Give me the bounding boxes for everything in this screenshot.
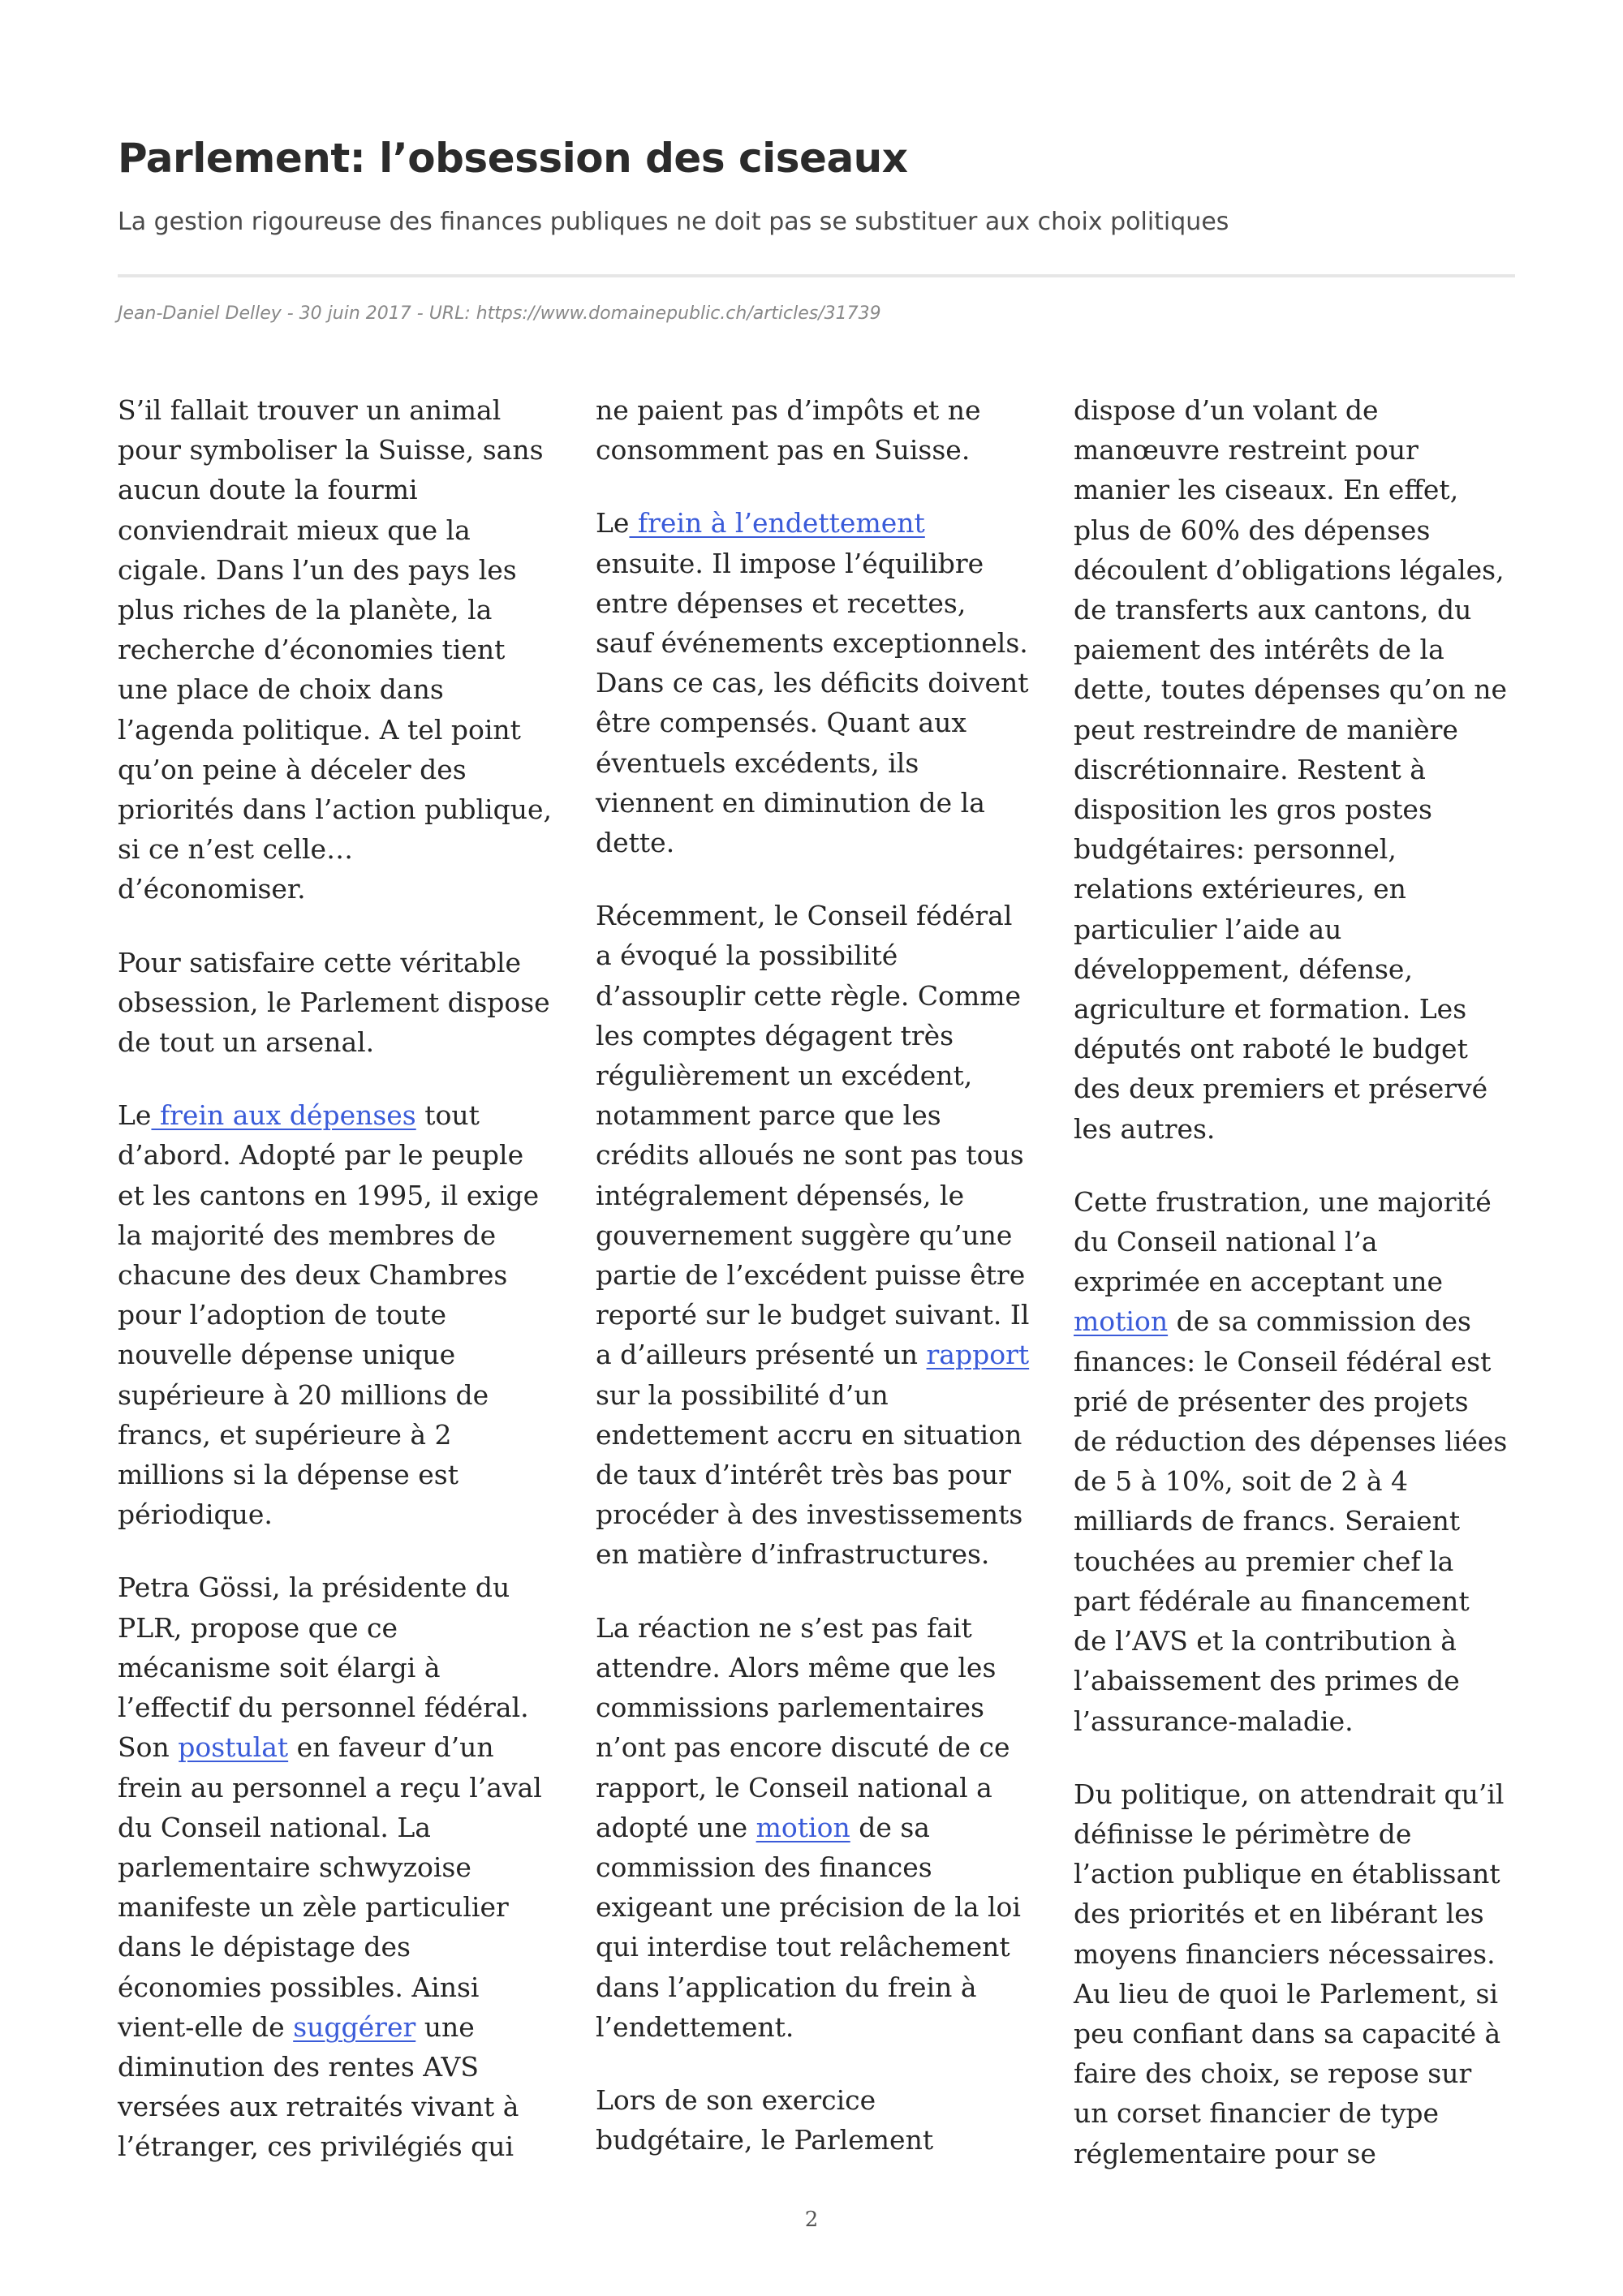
text-line: moyens financiers nécessaires. bbox=[1074, 1937, 1496, 1970]
text-line: commissions parlementaires bbox=[596, 1692, 984, 1724]
text-line: peu confiant dans sa capacité à bbox=[1074, 2017, 1501, 2049]
text-line: consomment pas en Suisse. bbox=[596, 434, 971, 467]
text-fragment: a d’ailleurs présenté un bbox=[596, 1339, 927, 1371]
article-byline: Jean-Daniel Delley - 30 juin 2017 - URL: https://www.domainepublic.ch/articles/31739 bbox=[118, 303, 881, 324]
text-line: budgétaires: personnel, bbox=[1074, 833, 1397, 866]
paragraph bbox=[596, 503, 1046, 862]
text-line: découlent d’obligations légales, bbox=[1074, 553, 1505, 586]
text-line: partie de l’excédent puisse être bbox=[596, 1259, 1026, 1292]
text-line: parlementaire schwyzoise bbox=[118, 1851, 471, 1883]
article-title: Parlement: l’obsession des ciseaux bbox=[118, 135, 908, 182]
text-line: l’effectif du personnel fédéral. bbox=[118, 1692, 529, 1724]
text-line: commission des finances bbox=[596, 1851, 932, 1883]
text-column-3 bbox=[1074, 390, 1524, 2173]
text-line: intégralement dépensés, le bbox=[596, 1179, 965, 1211]
text-line: de réduction des dépenses liées bbox=[1074, 1425, 1508, 1458]
suggerer-link[interactable]: suggérer bbox=[293, 2010, 416, 2043]
text-line: Dans ce cas, les déficits doivent bbox=[596, 667, 1029, 699]
text-line bbox=[596, 1808, 1046, 1847]
paragraph bbox=[118, 1567, 568, 2166]
text-line: dans le dépistage des bbox=[118, 1931, 411, 1963]
text-line: d’économiser. bbox=[118, 873, 306, 905]
text-line: disposition les gros postes bbox=[1074, 793, 1432, 826]
text-line: d’abord. Adopté par le peuple bbox=[118, 1139, 524, 1172]
text-line: économies possibles. Ainsi bbox=[118, 1971, 480, 2003]
paragraph bbox=[1074, 1182, 1524, 1741]
header-divider bbox=[118, 274, 1515, 277]
text-line: prié de présenter des projets bbox=[1074, 1385, 1469, 1417]
text-line: les comptes dégagent très bbox=[596, 1019, 954, 1051]
text-line: manier les ciseaux. En effet, bbox=[1074, 474, 1459, 506]
text-line: finances: le Conseil fédéral est bbox=[1074, 1345, 1492, 1378]
text-line: nouvelle dépense unique bbox=[118, 1339, 456, 1371]
text-line: obsession, le Parlement dispose bbox=[118, 986, 550, 1018]
text-line: définisse le périmètre de bbox=[1074, 1817, 1412, 1850]
text-line: être compensés. Quant aux bbox=[596, 707, 967, 739]
text-fragment: de sa commission des bbox=[1168, 1305, 1471, 1338]
text-line: conviendrait mieux que la bbox=[118, 514, 471, 546]
text-line: du Conseil national l’a bbox=[1074, 1226, 1378, 1258]
paragraph bbox=[1074, 390, 1524, 1149]
text-line: particulier l’aide au bbox=[1074, 913, 1342, 945]
text-line: les autres. bbox=[1074, 1112, 1216, 1145]
text-line: faire des choix, se repose sur bbox=[1074, 2057, 1472, 2090]
text-line: Pour satisfaire cette véritable bbox=[118, 946, 522, 978]
text-line: reporté sur le budget suivant. Il bbox=[596, 1299, 1030, 1331]
text-line: dette, toutes dépenses qu’on ne bbox=[1074, 673, 1507, 706]
text-line: francs, et supérieure à 2 bbox=[118, 1418, 452, 1451]
text-line bbox=[118, 1095, 568, 1135]
text-line: ensuite. Il impose l’équilibre bbox=[596, 547, 984, 579]
paragraph bbox=[596, 1608, 1046, 2047]
text-column-1 bbox=[118, 390, 568, 2167]
text-line: des deux premiers et préservé bbox=[1074, 1073, 1488, 1105]
text-fragment: adopté une bbox=[596, 1811, 756, 1843]
text-fragment: Son bbox=[118, 1731, 179, 1764]
text-line: priorités dans l’action publique, bbox=[118, 793, 552, 826]
text-fragment: en faveur d’un bbox=[288, 1731, 494, 1764]
paragraph bbox=[118, 390, 568, 909]
text-line: l’assurance-maladie. bbox=[1074, 1705, 1354, 1737]
text-line: paiement des intérêts de la bbox=[1074, 634, 1444, 666]
paragraph bbox=[596, 896, 1046, 1574]
text-line: une place de choix dans bbox=[118, 673, 444, 706]
text-line: députés ont raboté le budget bbox=[1074, 1033, 1468, 1065]
text-line: Petra Gössi, la présidente du bbox=[118, 1572, 510, 1604]
text-line: exigeant une précision de la loi bbox=[596, 1891, 1021, 1924]
text-line: de transferts aux cantons, du bbox=[1074, 594, 1472, 626]
paragraph bbox=[118, 943, 568, 1063]
text-line: gouvernement suggère qu’une bbox=[596, 1219, 1013, 1251]
text-line bbox=[1074, 1301, 1524, 1341]
text-line: de taux d’intérêt très bas pour bbox=[596, 1459, 1011, 1491]
text-line: des priorités et en libérant les bbox=[1074, 1898, 1484, 1930]
text-line: attendre. Alors même que les bbox=[596, 1651, 997, 1683]
text-line: millions si la dépense est bbox=[118, 1459, 458, 1491]
page-number: 2 bbox=[804, 2208, 819, 2232]
text-line: diminution des rentes AVS bbox=[118, 2050, 479, 2083]
text-line: manœuvre restreint pour bbox=[1074, 434, 1419, 467]
text-line: qui interdise tout relâchement bbox=[596, 1931, 1010, 1963]
text-line: dette. bbox=[596, 827, 675, 859]
frein-endettement-link[interactable]: frein à l’endettement bbox=[629, 507, 925, 540]
text-line: pour symboliser la Suisse, sans bbox=[118, 434, 544, 467]
postulat-link[interactable]: postulat bbox=[178, 1731, 289, 1764]
text-line: de tout un arsenal. bbox=[118, 1026, 375, 1059]
text-line: frein au personnel a reçu l’aval bbox=[118, 1771, 542, 1804]
text-fragment: Le bbox=[118, 1099, 152, 1132]
text-line: agriculture et formation. Les bbox=[1074, 993, 1467, 1025]
text-line: sur la possibilité d’un bbox=[596, 1378, 889, 1411]
text-line: un corset financier de type bbox=[1074, 2097, 1440, 2130]
text-line: qu’on peine à déceler des bbox=[118, 753, 467, 785]
text-line: n’ont pas encore discuté de ce bbox=[596, 1731, 1010, 1764]
rapport-link[interactable]: rapport bbox=[926, 1339, 1030, 1371]
text-line: d’assouplir cette règle. Comme bbox=[596, 979, 1022, 1012]
text-fragment: Le bbox=[596, 507, 630, 540]
text-line: l’endettement. bbox=[596, 2010, 794, 2043]
text-line: éventuels excédents, ils bbox=[596, 746, 919, 779]
text-line: Lors de son exercice bbox=[596, 2083, 876, 2116]
text-line: PLR, propose que ce bbox=[118, 1611, 398, 1644]
text-line: et les cantons en 1995, il exige bbox=[118, 1179, 540, 1211]
text-line: la majorité des membres de bbox=[118, 1219, 497, 1251]
text-line: Du politique, on attendrait qu’il bbox=[1074, 1778, 1505, 1810]
text-line: régulièrement un excédent, bbox=[596, 1060, 973, 1092]
motion-commission-link[interactable]: motion bbox=[1074, 1305, 1169, 1338]
text-line: entre dépenses et recettes, bbox=[596, 587, 966, 619]
text-fragment: une bbox=[415, 2010, 475, 2043]
text-line: aucun doute la fourmi bbox=[118, 474, 418, 506]
text-line: rapport, le Conseil national a bbox=[596, 1771, 992, 1804]
text-line: dispose d’un volant de bbox=[1074, 394, 1379, 426]
text-line: notamment parce que les bbox=[596, 1099, 941, 1132]
text-line: ne paient pas d’impôts et ne bbox=[596, 394, 981, 426]
text-line: La réaction ne s’est pas fait bbox=[596, 1611, 972, 1644]
text-line: relations extérieures, en bbox=[1074, 873, 1406, 905]
text-line: l’action publique en établissant bbox=[1074, 1858, 1500, 1890]
text-fragment: vient-elle de bbox=[118, 2010, 294, 2043]
text-line: peut restreindre de manière bbox=[1074, 713, 1458, 746]
text-line: dans l’application du frein à bbox=[596, 1971, 977, 2003]
text-line: budgétaire, le Parlement bbox=[596, 2124, 934, 2156]
text-line: développement, défense, bbox=[1074, 952, 1413, 985]
text-fragment: de sa bbox=[850, 1811, 930, 1843]
text-line: crédits alloués ne sont pas tous bbox=[596, 1139, 1024, 1172]
text-line: l’agenda politique. A tel point bbox=[118, 713, 521, 746]
motion-link[interactable]: motion bbox=[756, 1811, 850, 1843]
text-line: a évoqué la possibilité bbox=[596, 939, 898, 972]
paragraph bbox=[596, 2080, 1046, 2160]
text-line: exprimée en acceptant une bbox=[1074, 1266, 1443, 1298]
paragraph bbox=[1074, 1774, 1524, 2173]
text-line: mécanisme soit élargi à bbox=[118, 1651, 441, 1683]
text-line: supérieure à 20 millions de bbox=[118, 1378, 489, 1411]
text-line: recherche d’économies tient bbox=[118, 634, 506, 666]
text-line: l’étranger, ces privilégiés qui bbox=[118, 2130, 514, 2163]
text-line: procéder à des investissements bbox=[596, 1498, 1023, 1531]
text-line: du Conseil national. La bbox=[118, 1811, 431, 1843]
frein-aux-depenses-link[interactable]: frein aux dépenses bbox=[151, 1099, 416, 1132]
text-line: Au lieu de quoi le Parlement, si bbox=[1074, 1977, 1499, 2010]
text-line: viennent en diminution de la bbox=[596, 786, 985, 819]
text-line: chacune des deux Chambres bbox=[118, 1259, 508, 1292]
text-line: si ce n’est celle… bbox=[118, 833, 354, 866]
text-line: de 5 à 10%, soit de 2 à 4 bbox=[1074, 1465, 1409, 1498]
paragraph bbox=[596, 390, 1046, 470]
text-line: pour l’adoption de toute bbox=[118, 1299, 447, 1331]
article-subtitle: La gestion rigoureuse des finances publiques ne doit pas se substituer aux choix politiques bbox=[118, 208, 1229, 236]
text-line: touchées au premier chef la bbox=[1074, 1545, 1454, 1577]
text-line: plus riches de la planète, la bbox=[118, 594, 493, 626]
text-line: discrétionnaire. Restent à bbox=[1074, 753, 1426, 785]
text-line: Cette frustration, une majorité bbox=[1074, 1185, 1492, 1218]
text-line: manifeste un zèle particulier bbox=[118, 1891, 509, 1924]
text-line: Récemment, le Conseil fédéral bbox=[596, 900, 1013, 932]
text-line: S’il fallait trouver un animal bbox=[118, 394, 502, 426]
text-line bbox=[596, 503, 1046, 543]
text-line: l’abaissement des primes de bbox=[1074, 1665, 1460, 1697]
text-line: plus de 60% des dépenses bbox=[1074, 514, 1431, 546]
text-line: endettement accru en situation bbox=[596, 1418, 1022, 1451]
text-line: cigale. Dans l’un des pays les bbox=[118, 553, 517, 586]
text-line: milliards de francs. Seraient bbox=[1074, 1505, 1461, 1537]
text-line bbox=[118, 2007, 568, 2047]
paragraph bbox=[118, 1095, 568, 1534]
text-line: part fédérale au financement bbox=[1074, 1584, 1470, 1617]
text-line bbox=[118, 1727, 568, 1767]
text-line: versées aux retraités vivant à bbox=[118, 2091, 519, 2123]
text-fragment: tout bbox=[415, 1099, 480, 1132]
text-line: sauf événements exceptionnels. bbox=[596, 627, 1028, 660]
text-line: périodique. bbox=[118, 1498, 273, 1531]
text-line: en matière d’infrastructures. bbox=[596, 1538, 990, 1571]
text-line: de l’AVS et la contribution à bbox=[1074, 1625, 1457, 1658]
text-line bbox=[596, 1335, 1046, 1374]
text-line: réglementaire pour se bbox=[1074, 2137, 1376, 2169]
text-column-2 bbox=[596, 390, 1046, 2160]
